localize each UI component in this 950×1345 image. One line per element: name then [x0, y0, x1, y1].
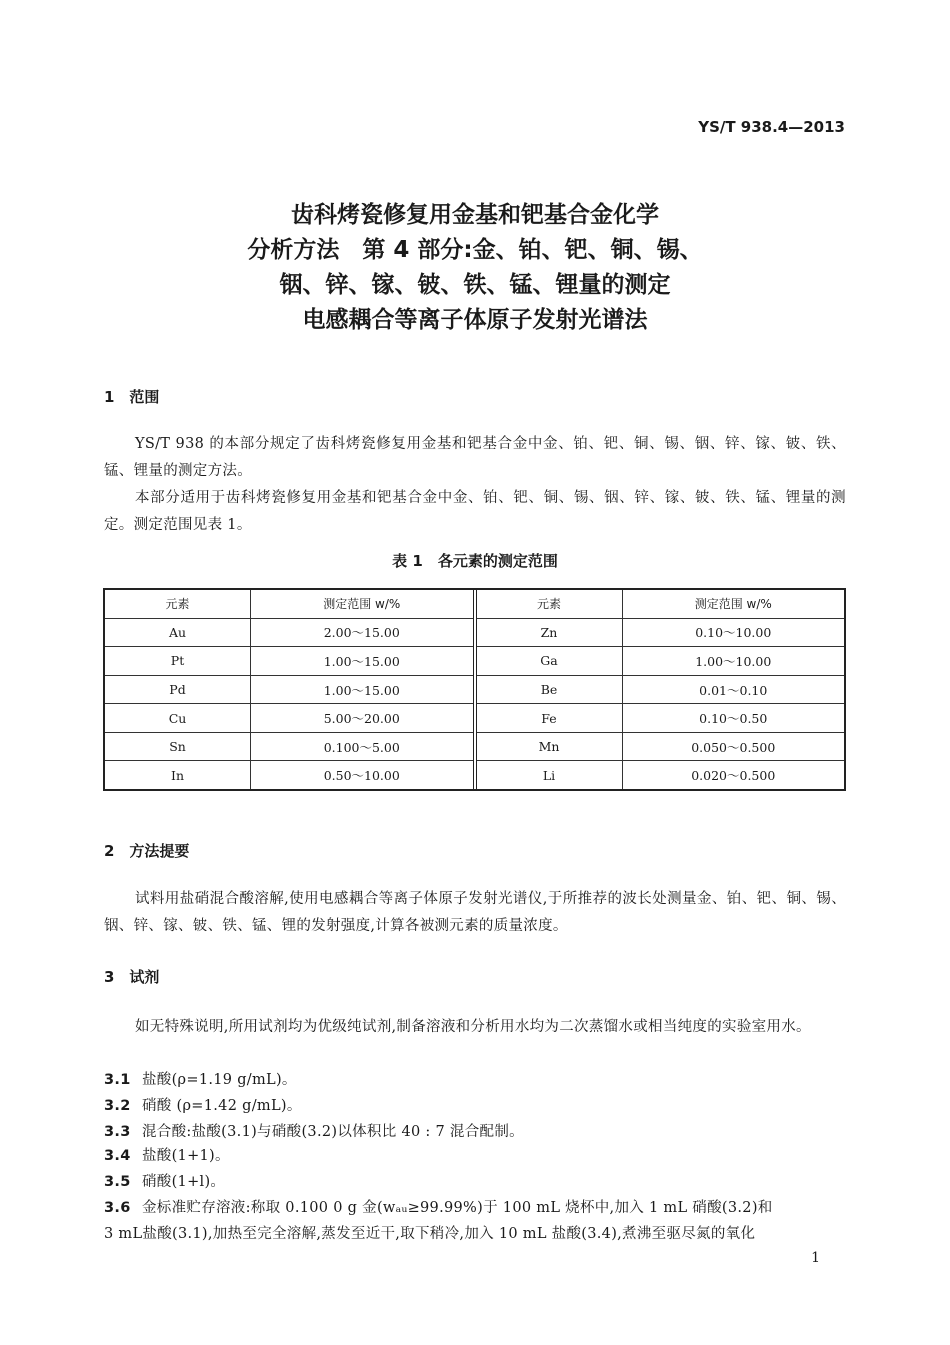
element-cell: Sn [105, 733, 251, 761]
header-range: 测定范围 w/% [323, 597, 401, 612]
range-cell: 0.050～0.500 [691, 739, 776, 755]
table-row [105, 618, 473, 647]
item-text: 混合酸:盐酸(3.1)与硝酸(3.2)以体积比 40 : 7 混合配制。 [142, 1124, 524, 1140]
table-right-half [477, 590, 845, 789]
list-item [104, 1144, 230, 1165]
table-header-row [105, 590, 473, 618]
section-1-paragraph-1: YS/T 938 的本部分规定了齿科烤瓷修复用金基和钯基合金中金、铂、钯、铜、锡、铟、锌、镓、铍、铁、锰、锂量的测定方法。 [104, 436, 846, 479]
table-row [477, 675, 845, 704]
table-header-row [477, 590, 845, 618]
element-cell: Pd [105, 676, 251, 704]
item-number: 3.1 [104, 1072, 131, 1088]
element-cell: Be [477, 676, 623, 704]
range-cell: 1.00～15.00 [323, 682, 400, 698]
table-row [477, 760, 845, 789]
element-cell: Ga [477, 647, 623, 675]
element-cell: Fe [477, 704, 623, 732]
element-cell: Pt [105, 647, 251, 675]
range-cell: 1.00～10.00 [695, 653, 772, 669]
header-element: 元素 [105, 590, 251, 618]
item-text: 盐酸(1+1)。 [142, 1148, 230, 1164]
range-cell: 0.10～0.50 [699, 711, 768, 727]
item-number: 3.6 [104, 1200, 131, 1216]
list-item [104, 1120, 524, 1141]
section-3-heading: 3 试剂 [104, 968, 160, 986]
range-cell: 0.01～0.10 [699, 682, 768, 698]
document-title [0, 198, 950, 338]
range-table [103, 588, 846, 791]
table-row [105, 703, 473, 732]
list-item [104, 1196, 773, 1217]
header-element: 元素 [477, 590, 623, 618]
range-cell: 1.00～15.00 [323, 653, 400, 669]
table-row [105, 732, 473, 761]
section-2-paragraph-1: 试料用盐硝混合酸溶解,使用电感耦合等离子体原子发射光谱仪,于所推荐的波长处测量金、铂、钯、铜、锡、铟、锌、镓、铍、铁、锰、锂的发射强度,计算各被测元素的质量浓度。 [104, 891, 846, 934]
list-item [104, 1068, 297, 1089]
item-number: 3.5 [104, 1174, 131, 1190]
range-cell: 0.50～10.00 [323, 768, 400, 784]
element-cell: Li [477, 761, 623, 789]
element-cell: Mn [477, 733, 623, 761]
table-row [105, 646, 473, 675]
table-caption: 表 1 各元素的测定范围 [392, 552, 558, 570]
table-row [477, 703, 845, 732]
item-number: 3.4 [104, 1148, 131, 1164]
section-1-heading: 1 范围 [104, 388, 160, 406]
section-3-paragraph-1: 如无特殊说明,所用试剂均为优级纯试剂,制备溶液和分析用水均为二次蒸馏水或相当纯度的实验室用水。 [135, 1019, 811, 1035]
title-line-4: 电感耦合等离子体原子发射光谱法 [302, 307, 648, 333]
element-cell: Zn [477, 619, 623, 647]
table-row [105, 760, 473, 789]
range-cell: 0.020～0.500 [691, 768, 776, 784]
page-number: 1 [811, 1250, 820, 1266]
range-cell: 5.00～20.00 [323, 711, 400, 727]
table-left-half [105, 590, 477, 789]
element-cell: Cu [105, 704, 251, 732]
item-text: 盐酸(ρ=1.19 g/mL)。 [142, 1072, 297, 1088]
table-row [477, 646, 845, 675]
item-number: 3.3 [104, 1124, 131, 1140]
item-text: 金标准贮存溶液:称取 0.100 0 g 金(wₐᵤ≥99.99%)于 100 mL 烧杯中,加入 1 mL 硝酸(3.2)和 [142, 1200, 773, 1216]
title-line-2: 分析方法 第 4 部分:金、铂、钯、铜、锡、 [247, 237, 703, 263]
header-range: 测定范围 w/% [694, 597, 772, 612]
range-cell: 0.10～10.00 [695, 625, 772, 641]
item-text: 硝酸 (ρ=1.42 g/mL)。 [142, 1098, 302, 1114]
list-item [104, 1094, 302, 1115]
title-line-3: 铟、锌、镓、铍、铁、锰、锂量的测定 [279, 272, 671, 298]
range-cell: 2.00～15.00 [323, 625, 400, 641]
range-cell: 0.100～5.00 [323, 739, 400, 755]
element-cell: In [105, 761, 251, 789]
item-text: 硝酸(1+l)。 [142, 1174, 226, 1190]
section-1-paragraph-2: 本部分适用于齿科烤瓷修复用金基和钯基合金中金、铂、钯、铜、锡、铟、锌、镓、铍、铁、锰、锂量的测定。测定范围见表 1。 [104, 490, 846, 533]
section-2-heading: 2 方法提要 [104, 842, 190, 860]
element-cell: Au [105, 619, 251, 647]
standard-number: YS/T 938.4—2013 [698, 118, 845, 136]
list-item [104, 1170, 225, 1191]
table-row [105, 675, 473, 704]
item-number: 3.2 [104, 1098, 131, 1114]
table-row [477, 618, 845, 647]
title-line-1: 齿科烤瓷修复用金基和钯基合金化学 [291, 202, 659, 228]
table-row [477, 732, 845, 761]
list-item-continuation: 3 mL盐酸(3.1),加热至完全溶解,蒸发至近干,取下稍冷,加入 10 mL 盐酸(3.4),煮沸至驱尽氮的氧化 [104, 1226, 756, 1242]
